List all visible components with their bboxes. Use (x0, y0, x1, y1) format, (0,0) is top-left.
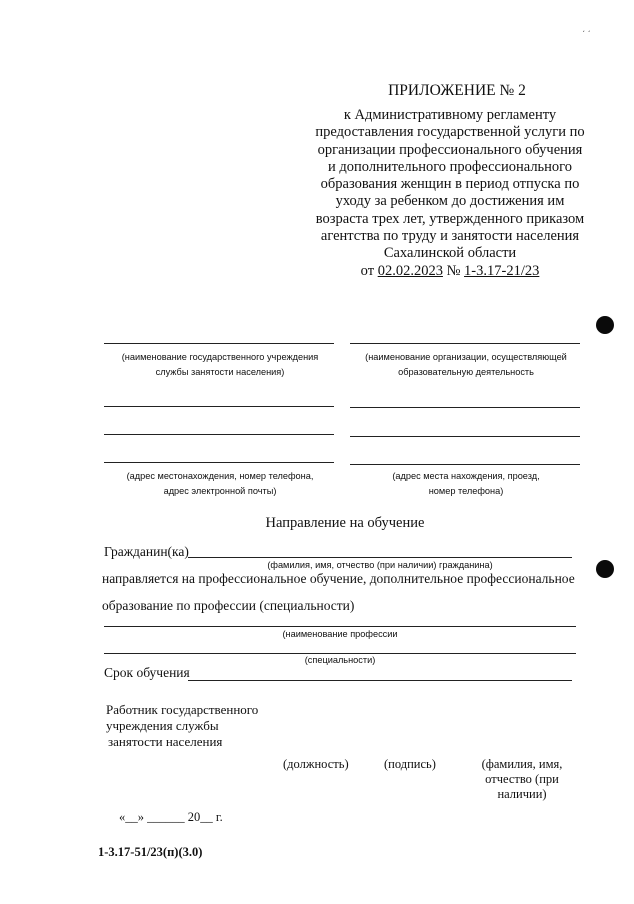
position-caption: (должность) (283, 757, 349, 771)
appendix-title: ПРИЛОЖЕНИЕ № 2 (388, 82, 526, 99)
appendix-line: к Административному регламенту (343, 107, 557, 123)
caption-line: (адрес местонахождения, номер телефона, (126, 471, 314, 481)
signature-caption: (подпись) (384, 757, 436, 771)
caption-line: (наименование организации, осуществляющей (365, 352, 567, 362)
worker-block (106, 702, 258, 750)
citizen-label: Гражданин(ка) (104, 544, 189, 559)
caption-line: образовательную деятельность (398, 367, 534, 377)
appendix-line: образования женщин в период отпуска по (320, 176, 580, 193)
appendix-line: Сахалинской области (383, 245, 517, 262)
blank-line (350, 436, 580, 437)
term-input-line[interactable] (188, 680, 572, 681)
punch-hole (596, 560, 614, 578)
fullname-line: наличии) (497, 787, 547, 801)
appendix-line: агентства по труду и занятости населения (320, 228, 580, 245)
caption-line: службы занятости населения) (155, 367, 285, 377)
caption-line: номер телефона) (428, 486, 504, 496)
state-institution-line (104, 343, 334, 344)
appendix-date: 02.02.2023 (377, 262, 443, 279)
fullname-line: (фамилия, имя, (481, 757, 563, 771)
date-line: «__» ______ 20__ г. (119, 810, 223, 824)
sent-text: направляется на профессиональное обучение, дополнительное профессиональное (102, 571, 575, 586)
caption-line: адрес электронной почты) (163, 486, 277, 496)
address-left-caption (96, 469, 344, 499)
fullname-line: отчество (при (485, 772, 559, 786)
appendix-body (304, 107, 596, 280)
number-prefix: № (446, 262, 461, 279)
education-org-caption (346, 350, 586, 380)
appendix-number: 1-3.17-21/23 (464, 262, 540, 279)
corner-mark: ˏ ˏ (582, 22, 591, 32)
date-prefix: от (360, 262, 375, 279)
fullname-caption (472, 757, 572, 802)
appendix-line: организации профессионального обучения (317, 141, 583, 158)
education-org-line (350, 343, 580, 344)
punch-hole (596, 316, 614, 334)
worker-line: Работник государственного (106, 702, 259, 717)
citizen-caption: (фамилия, имя, отчество (при наличии) гражданина) (267, 560, 493, 570)
address-left-line (104, 462, 334, 463)
document-code: 1-3.17-51/23(п)(3.0) (98, 845, 203, 859)
state-institution-caption (100, 350, 340, 380)
profession-caption: (наименование профессии (282, 629, 398, 639)
worker-line: занятости населения (108, 734, 223, 749)
blank-line (350, 407, 580, 408)
appendix-line: уходу за ребенком до достижения им (335, 193, 565, 210)
appendix-line: и дополнительного профессионального (327, 158, 573, 175)
blank-line (104, 406, 334, 407)
caption-line: (адрес места нахождения, проезд, (392, 471, 540, 481)
education-text: образование по профессии (специальности) (102, 598, 355, 613)
blank-line (104, 434, 334, 435)
specialty-caption: (специальности) (304, 655, 376, 665)
appendix-date-line (304, 263, 596, 280)
address-right-line (350, 464, 580, 465)
caption-line: (наименование государственного учреждения (121, 352, 319, 362)
worker-line: учреждения службы (106, 718, 219, 733)
address-right-caption (346, 469, 586, 499)
term-label: Срок обучения (104, 665, 190, 680)
appendix-line: возраста трех лет, утвержденного приказом (315, 210, 585, 227)
appendix-line: предоставления государственной услуги по (315, 124, 585, 141)
form-heading: Направление на обучение (265, 515, 425, 531)
